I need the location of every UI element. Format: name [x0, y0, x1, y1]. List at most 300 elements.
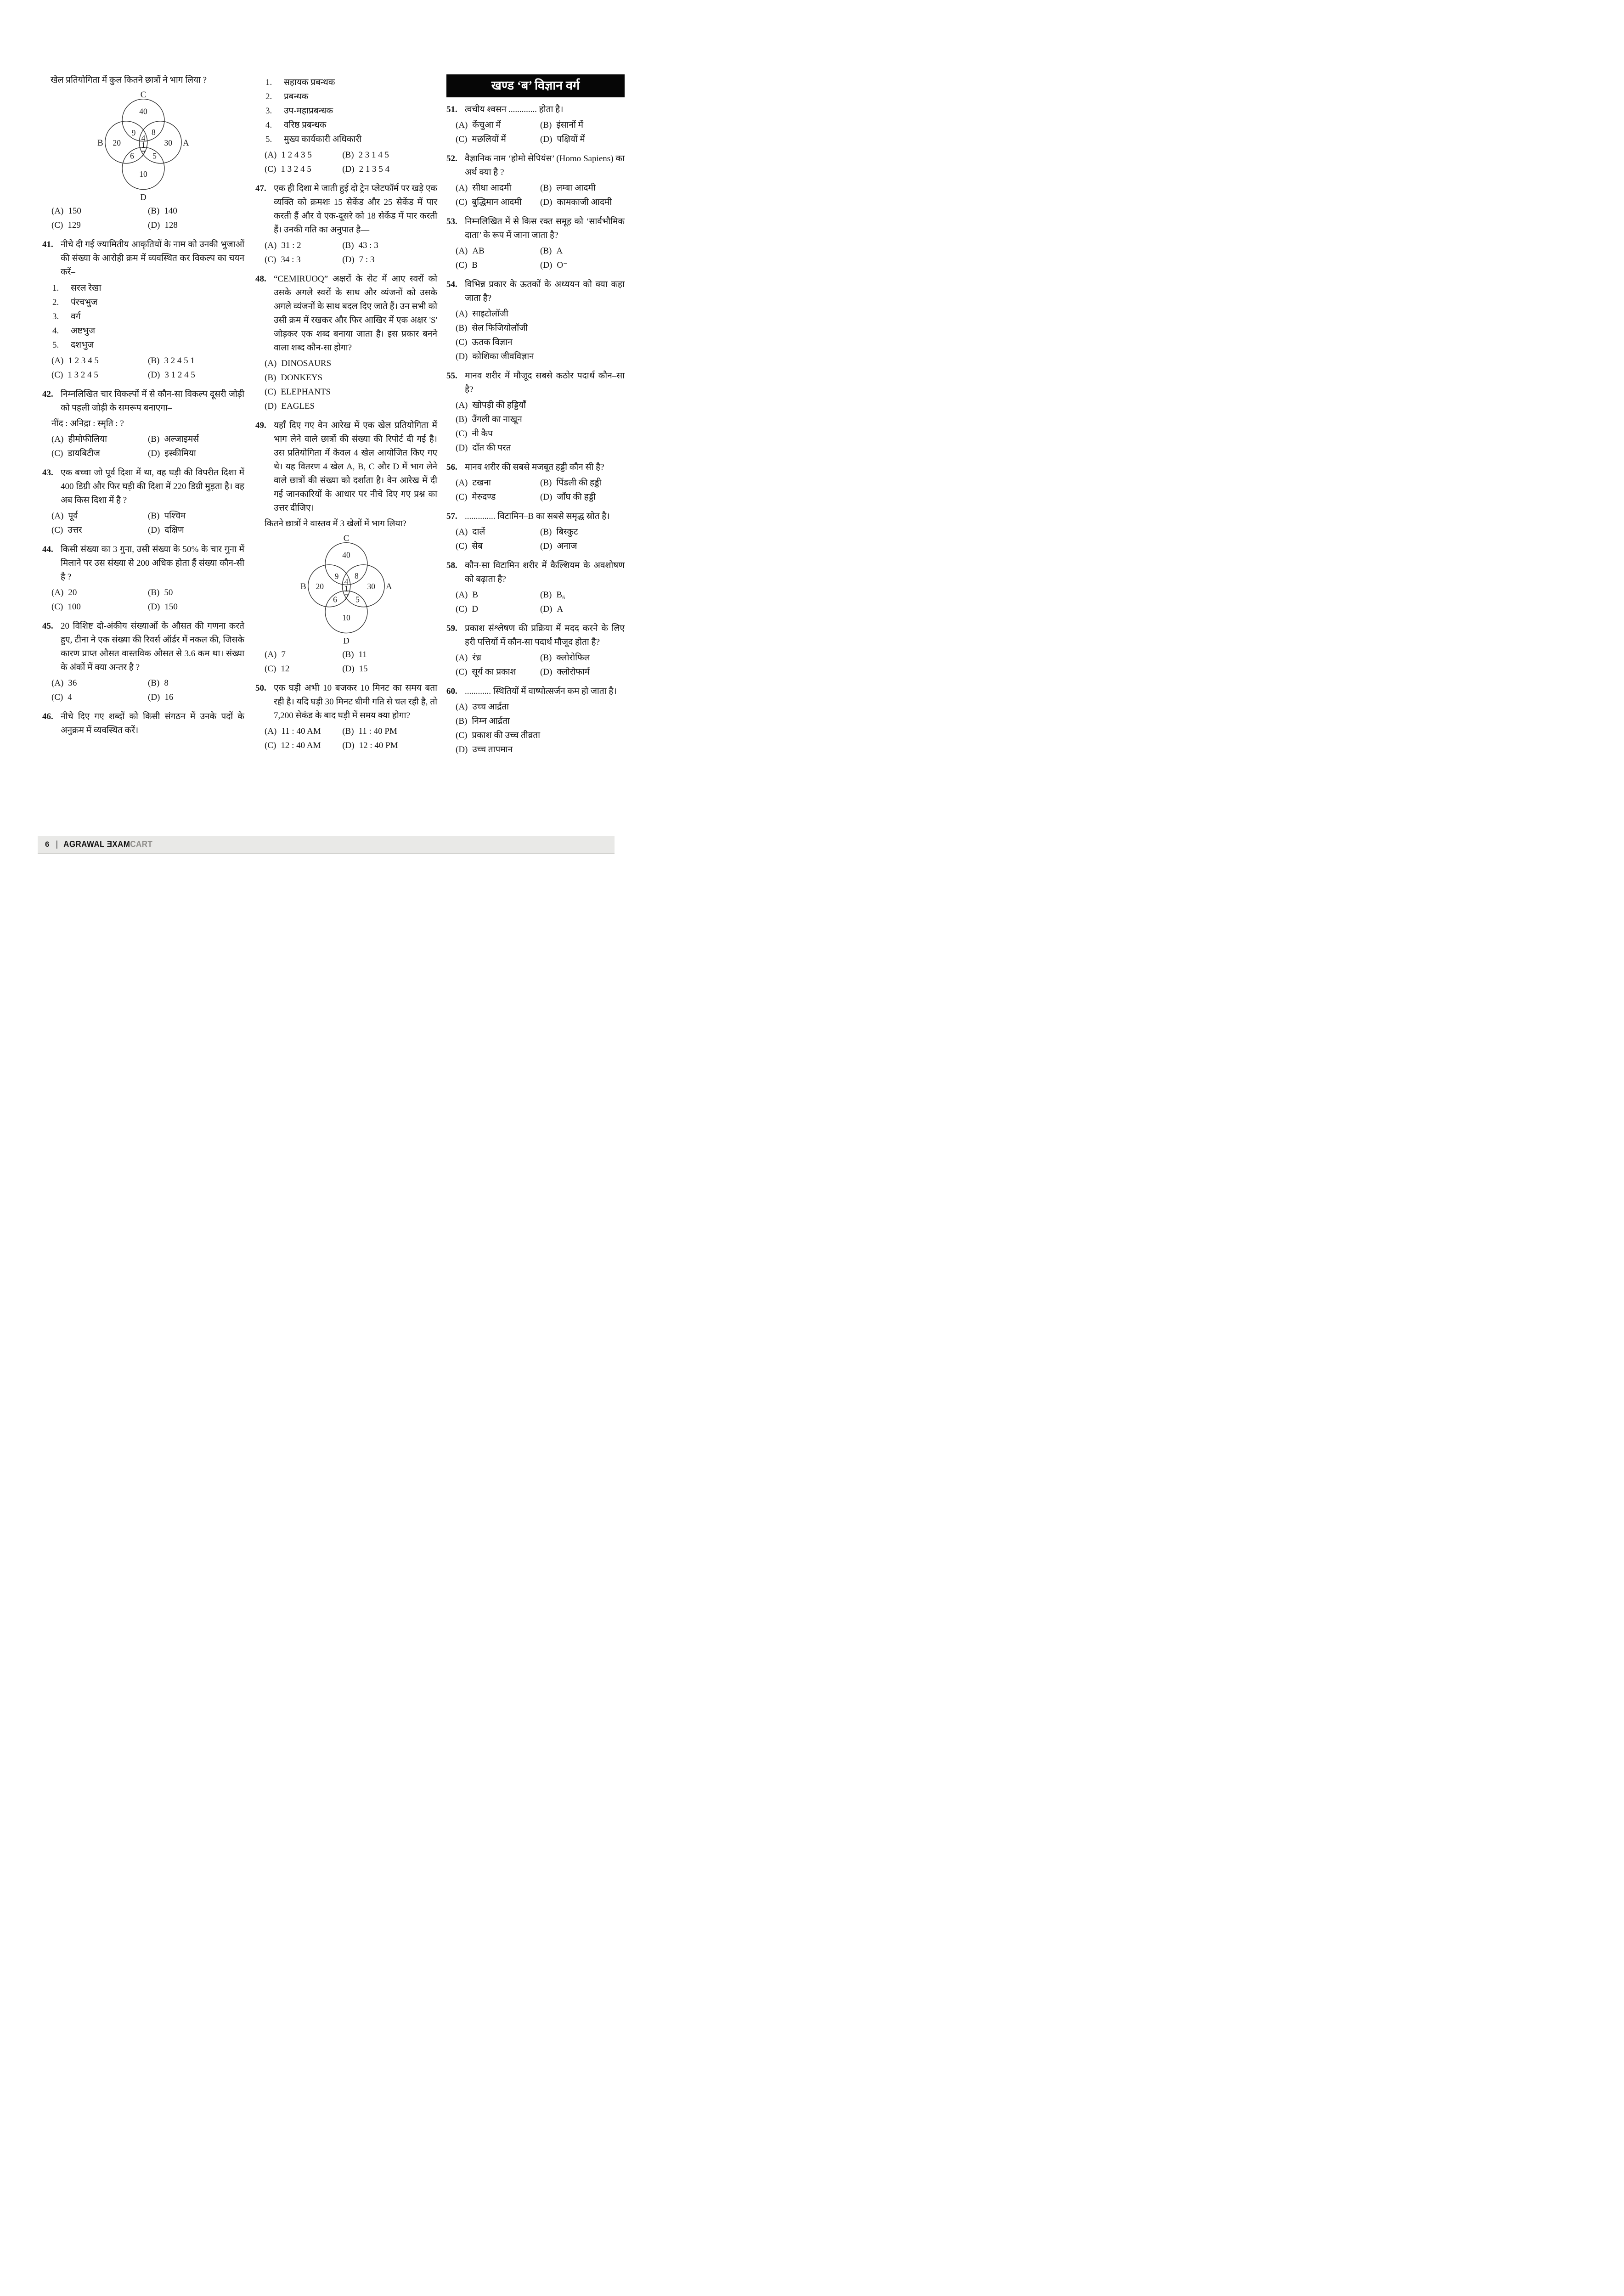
option	[148, 585, 244, 600]
options-list	[446, 700, 625, 757]
option-label: (B)	[148, 434, 160, 444]
option	[265, 148, 342, 162]
question-text: किसी संख्या का 3 गुना, उसी संख्या के 50% के चार गुना में मिलाने पर उस संख्या से 200 अधिक होता हैं संख्या कौन-सी है ?	[61, 545, 244, 582]
option-text: O⁻	[557, 260, 568, 270]
question-block	[255, 681, 437, 723]
venn-label-d: D	[343, 636, 350, 646]
option-label: (A)	[51, 434, 64, 444]
question-number: 56.	[446, 462, 457, 472]
option-label: (C)	[456, 541, 468, 551]
question-block	[446, 215, 625, 242]
option-text: ऊतक विज्ञान	[472, 338, 513, 347]
option	[51, 509, 148, 523]
option-label: (B)	[148, 588, 160, 597]
option	[51, 368, 148, 382]
option-text: क्लोरोफार्म	[557, 667, 590, 677]
option-text: 11 : 40 AM	[281, 726, 321, 736]
options-grid	[446, 476, 625, 504]
list-item-text: वर्ग	[71, 312, 81, 321]
question-block	[42, 710, 244, 737]
option-text: A	[557, 604, 564, 614]
list-item-text: दशभुज	[71, 340, 94, 350]
options-row	[42, 585, 244, 600]
option-label: (A)	[456, 183, 468, 193]
question-number: 45.	[42, 621, 53, 631]
options-row	[446, 181, 625, 195]
venn-value-a-only: 30	[164, 138, 172, 147]
ordered-list	[255, 75, 437, 146]
question-block	[42, 238, 244, 279]
options-row	[255, 148, 437, 162]
option-text: 7 : 3	[359, 255, 375, 264]
list-item-text: सरल रेखा	[71, 283, 102, 293]
option	[540, 118, 625, 132]
venn-label-c: C	[140, 90, 147, 100]
option-label: (B)	[342, 726, 354, 736]
venn-value-d-only: 10	[342, 613, 350, 622]
list-item	[42, 324, 244, 338]
question-text: विभिन्न प्रकार के ऊतकों के अध्ययन को क्या कहा जाता है?	[465, 280, 625, 303]
option-label: (A)	[51, 206, 64, 216]
question-text: एक ही दिशा मे जाती हुई दो ट्रेन प्लेटफॉर्म पर खड़े एक व्यक्ति को क्रमशः 15 सेकेंड और 25 सेकेंड में पार करती हैं और वे एक-दूसरे को 18 सेकेंड में पार करती हैं। उनकी गति का अनुपात है—	[274, 184, 437, 235]
options-grid	[42, 509, 244, 537]
option-text: 1 2 3 4 5	[68, 356, 99, 366]
option	[540, 490, 625, 504]
column-middle	[255, 73, 437, 757]
venn-label-a: A	[385, 581, 392, 591]
option-text: EAGLES	[281, 401, 315, 411]
option	[51, 218, 148, 232]
option-text: क्लोरोफिल	[556, 653, 590, 663]
options-row	[255, 647, 437, 662]
option-text: 12 : 40 PM	[359, 741, 398, 750]
venn-value-abd: 7	[141, 149, 146, 158]
option-text: अनाज	[557, 541, 577, 551]
option-text: पश्चिम	[164, 511, 186, 521]
options-row	[255, 238, 437, 253]
options-grid	[42, 432, 244, 461]
option-label: (A)	[265, 150, 277, 160]
question-block	[446, 510, 625, 523]
list-item-text: वरिष्ठ प्रबन्धक	[284, 120, 327, 130]
option-label: (A)	[51, 588, 64, 597]
options-row	[446, 651, 625, 665]
option-label: (C)	[265, 255, 276, 264]
option-text: उँगली का नाखून	[472, 415, 522, 424]
option-text: ELEPHANTS	[281, 387, 331, 397]
option	[51, 523, 148, 537]
option-text: प्रकाश की उच्च तीव्रता	[472, 731, 541, 740]
list-item-number: 2.	[52, 298, 59, 307]
option	[446, 307, 625, 321]
option-label: (D)	[265, 401, 277, 411]
option	[446, 700, 625, 714]
list-item	[42, 281, 244, 295]
option-text: इस्कीमिया	[164, 449, 196, 458]
option-label: (C)	[456, 604, 468, 614]
column-left	[42, 73, 244, 757]
option-text: 11 : 40 PM	[358, 726, 397, 736]
option-text: उत्तर	[68, 525, 82, 535]
options-row	[446, 602, 625, 616]
section-header	[446, 74, 625, 97]
option-text: DONKEYS	[281, 373, 323, 383]
options-row	[446, 490, 625, 504]
option-label: (C)	[456, 338, 468, 347]
option-text: मेरुदण्ड	[472, 492, 496, 502]
option-text: साइटोलॉजी	[472, 309, 508, 319]
question-block	[446, 559, 625, 586]
venn-value-ab: 1	[344, 584, 349, 593]
question-number: 48.	[255, 274, 266, 284]
list-item	[42, 338, 244, 352]
venn-value-abc: 4	[344, 577, 349, 586]
question-text: निम्नलिखित चार विकल्पों में से कौन-सा विकल्प दूसरी जोड़ी को पहली जोड़ी के समरूप बनाएगा–	[61, 389, 244, 413]
question-text: नीचे दिए गए शब्दों को किसी संगठन में उनके पदों के अनुक्रम में व्यवस्थित करें।	[61, 712, 244, 735]
option	[148, 354, 244, 368]
option-label: (C)	[265, 387, 276, 397]
option	[51, 585, 148, 600]
question-block	[42, 73, 244, 87]
venn-label-c: C	[343, 534, 350, 543]
option-label: (A)	[51, 511, 64, 521]
question-number: 54.	[446, 280, 457, 289]
option-text: खोपड़ी की हड्डियाँ	[472, 400, 526, 410]
option	[265, 238, 342, 253]
option-text: 2 3 1 4 5	[358, 150, 389, 160]
option	[456, 588, 540, 602]
list-item-text: अष्टभुज	[71, 326, 96, 336]
option	[456, 665, 540, 679]
options-row	[446, 195, 625, 209]
option-label: (B)	[540, 120, 552, 130]
option-label: (D)	[540, 541, 553, 551]
option	[456, 132, 540, 146]
option-text: B₆	[556, 590, 565, 600]
option	[540, 525, 625, 539]
options-grid	[42, 676, 244, 704]
options-row	[42, 690, 244, 704]
option	[540, 195, 625, 209]
question-number: 44.	[42, 545, 53, 554]
options-row	[42, 368, 244, 382]
options-row	[42, 432, 244, 446]
option-label: (B)	[456, 415, 468, 424]
option-label: (A)	[456, 702, 468, 712]
option-label: (C)	[51, 692, 63, 702]
option	[456, 195, 540, 209]
option-text: निम्न आर्द्रता	[472, 716, 510, 726]
question-block	[446, 685, 625, 698]
ordered-list	[42, 281, 244, 352]
option	[148, 523, 244, 537]
option-text: पूर्व	[68, 511, 78, 521]
option-text: 11	[358, 650, 367, 659]
page-footer	[38, 836, 615, 854]
option-text: केंचुआ में	[472, 120, 501, 130]
option-text: लम्बा आदमी	[556, 183, 596, 193]
column-right	[446, 73, 625, 757]
options-row	[446, 588, 625, 602]
question-number: 59.	[446, 624, 457, 633]
option	[456, 539, 540, 553]
options-row	[446, 118, 625, 132]
option	[540, 651, 625, 665]
question-text: त्वचीय श्वसन ............. होता है।	[465, 105, 564, 114]
venn-diagram	[298, 534, 395, 646]
list-item-text: प्रबन्धक	[284, 92, 309, 101]
question-number: 57.	[446, 512, 457, 521]
question-block	[255, 182, 437, 237]
option-label: (B)	[540, 183, 552, 193]
option-label: (B)	[342, 241, 354, 250]
option	[456, 602, 540, 616]
question-text: एक घड़ी अभी 10 बजकर 10 मिनट का समय बता रही है। यदि घड़ी 30 मिनट धीमी गति से चल रही है, तो 7,200 सेकंड के बाद घड़ी में समय क्या होगा?	[274, 683, 437, 720]
list-item	[255, 90, 437, 104]
venn-diagram	[95, 90, 192, 203]
option-text: 31 : 2	[281, 241, 301, 250]
option-text: दाँत की परत	[472, 443, 511, 453]
option-text: जाँघ की हड्डी	[557, 492, 596, 502]
option	[265, 662, 342, 676]
venn-diagram-svg	[298, 534, 395, 646]
question-block	[42, 619, 244, 675]
option	[446, 321, 625, 335]
option-text: उच्च आर्द्रता	[472, 702, 509, 712]
option	[456, 525, 540, 539]
option	[342, 148, 437, 162]
option	[446, 412, 625, 427]
option	[265, 738, 342, 753]
list-item	[42, 295, 244, 310]
list-item-text: उप-महाप्रबन्धक	[284, 106, 333, 116]
list-item	[255, 75, 437, 90]
options-grid	[42, 585, 244, 614]
option	[51, 690, 148, 704]
venn-value-bc: 9	[131, 128, 136, 137]
option-text: 12	[281, 664, 290, 674]
options-grid	[446, 118, 625, 146]
option-label: (B)	[148, 678, 160, 688]
venn-value-ac: 8	[354, 571, 359, 580]
option-label: (A)	[456, 400, 468, 410]
question-text: वैज्ञानिक नाम ‘होमो सेपियंस’ (Homo Sapiens) का अर्थ क्या है ?	[465, 154, 625, 177]
venn-value-bd: 6	[130, 151, 134, 161]
options-grid	[446, 181, 625, 209]
venn-value-a-only: 30	[367, 581, 375, 591]
option-label: (D)	[148, 449, 160, 458]
option-text: 4	[68, 692, 72, 702]
venn-label-b: B	[97, 138, 103, 148]
option-label: (B)	[540, 246, 552, 256]
option-text: 3 1 2 4 5	[164, 370, 195, 380]
option	[342, 253, 437, 267]
question-block	[255, 272, 437, 355]
option-label: (A)	[265, 241, 277, 250]
options-row	[446, 132, 625, 146]
question-number: 46.	[42, 712, 53, 721]
list-item-text: सहायक प्रबन्धक	[284, 78, 335, 87]
options-grid	[255, 148, 437, 176]
options-row	[42, 354, 244, 368]
venn-value-b-only: 20	[316, 581, 324, 591]
option	[255, 399, 437, 413]
option-text: 150	[68, 206, 81, 216]
question-text: नीचे दी गई ज्यामितीय आकृतियों के नाम को उनकी भुजाओं की संख्या के आरोही क्रम में व्यवस्थित कर विकल्प का चयन करें–	[61, 240, 244, 277]
option	[540, 539, 625, 553]
option-text: 20	[68, 588, 77, 597]
option	[342, 647, 437, 662]
option-text: 12 : 40 AM	[281, 741, 321, 750]
question-text: मानव शरीर में मौजूद सबसे कठोर पदार्थ कौन–सा है?	[465, 371, 625, 394]
options-row	[446, 539, 625, 553]
option-label: (C)	[456, 492, 468, 502]
option-label: (A)	[456, 246, 468, 256]
option	[342, 662, 437, 676]
option-label: (C)	[456, 197, 468, 207]
option	[148, 600, 244, 614]
option	[51, 676, 148, 690]
list-item-text: पंरचभुज	[71, 298, 98, 307]
option	[446, 743, 625, 757]
question-number: 52.	[446, 154, 457, 163]
brand-bold-text: AGRAWAL ƎXAM	[63, 839, 130, 849]
option	[51, 354, 148, 368]
options-grid	[42, 354, 244, 382]
list-item-number: 3.	[52, 312, 59, 321]
option	[148, 690, 244, 704]
option-text: 8	[164, 678, 169, 688]
option-text: 129	[68, 220, 81, 230]
list-item-number: 4.	[265, 120, 272, 130]
option-label: (A)	[51, 678, 64, 688]
option-text: 43 : 3	[358, 241, 378, 250]
option	[342, 738, 437, 753]
options-row	[42, 218, 244, 232]
option	[540, 132, 625, 146]
option-label: (C)	[265, 741, 276, 750]
options-row	[446, 258, 625, 272]
option	[51, 432, 148, 446]
question-number: 43.	[42, 468, 53, 478]
options-row	[255, 724, 437, 738]
option-text: सेब	[472, 541, 483, 551]
options-grid	[446, 651, 625, 679]
option-text: कोशिका जीवविज्ञान	[472, 352, 534, 361]
question-number: 47.	[255, 184, 266, 193]
brand-light-text: CART	[130, 839, 153, 849]
option-label: (D)	[456, 745, 468, 754]
options-list	[446, 398, 625, 455]
options-row	[446, 244, 625, 258]
option	[51, 204, 148, 218]
option-text: 34 : 3	[281, 255, 301, 264]
option-text: 1 3 2 4 5	[281, 164, 311, 174]
option-label: (D)	[456, 443, 468, 453]
option	[456, 118, 540, 132]
option	[148, 218, 244, 232]
option	[446, 398, 625, 412]
option	[540, 665, 625, 679]
venn-circle-a	[139, 121, 181, 163]
option	[265, 724, 342, 738]
option-label: (A)	[456, 527, 468, 537]
option	[540, 258, 625, 272]
options-row	[446, 525, 625, 539]
option-label: (D)	[540, 492, 553, 502]
list-item-number: 4.	[52, 326, 59, 336]
option-label: (C)	[456, 260, 468, 270]
list-item-text: मुख्य कार्यकारी अधिकारी	[284, 135, 362, 144]
question-text: 20 विशिष्ट दो-अंकीय संख्याओं के औसत की गणना करते हुए, टीना ने एक संख्या की रिवर्स ऑर्डर में नकल की, जिसके कारण प्राप्त औसत वास्तविक औसत से 3.6 कम था। संख्या के अंकों में क्या अन्तर है ?	[61, 621, 244, 672]
option	[446, 427, 625, 441]
question-text: एक बच्चा जो पूर्व दिशा में था, वह घड़ी की विपरीत दिशा में 400 डिग्री और फिर घड़ी की दिशा में 220 डिग्री मुड़ता है। वह अब किस दिशा में है ?	[61, 468, 244, 505]
option-text: 150	[164, 602, 178, 612]
list-item-number: 5.	[265, 135, 272, 144]
question-paragraph: कितने छात्रों ने वास्तव में 3 खेलों में भाग लिया?	[265, 519, 406, 529]
option-text: 100	[68, 602, 81, 612]
option-label: (B)	[456, 716, 468, 726]
option	[540, 244, 625, 258]
option-text: 140	[164, 206, 177, 216]
option-label: (B)	[540, 590, 552, 600]
options-row	[255, 662, 437, 676]
question-text: प्रकाश संश्लेषण की प्रक्रिया में मदद करने के लिए हरी पत्तियों में कौन-सा पदार्थ मौजूद होता है?	[465, 624, 625, 647]
list-item	[255, 118, 437, 132]
option-text: सेल फिजियोलॉजी	[472, 323, 528, 333]
option	[446, 441, 625, 455]
option	[255, 385, 437, 399]
question-text: यहाँ दिए गए वेन आरेख में एक खेल प्रतियोगिता में भाग लेने वाले छात्रों की संख्या की रिपोर्ट दी गई है। उस प्रतियोगिता में केवल 4 खेल आयोजित किए गए थे। यह वितरण 4 खेल A, B, C और D में भाग लेने वाले छात्रों की संख्या को दर्शाता है। वेन आरेख में दी गई जानकारियों के आधार पर नीचे दिए गए प्रश्न का उत्तर दीजिए।	[274, 421, 437, 513]
option-text: नी कैप	[472, 429, 493, 439]
list-item-number: 1.	[52, 283, 59, 293]
option-text: 50	[164, 588, 173, 597]
option	[265, 162, 342, 176]
option-label: (C)	[456, 731, 468, 740]
option	[456, 476, 540, 490]
option-label: (D)	[148, 525, 160, 535]
list-item	[255, 104, 437, 118]
option-label: (C)	[51, 449, 63, 458]
question-number: 51.	[446, 105, 457, 114]
options-row	[42, 676, 244, 690]
option-text: 1 2 4 3 5	[281, 150, 312, 160]
question-block	[446, 152, 625, 180]
option-text: मछलियों में	[472, 135, 506, 144]
option-text: बुद्धिमान आदमी	[472, 197, 522, 207]
option-text: AB	[472, 246, 485, 256]
option-text: 15	[359, 664, 368, 674]
question-text: निम्नलिखित में से किस रक्त समूह को ‘सार्वभौमिक दाता’ के रूप में जाना जाता है?	[465, 217, 625, 240]
option-label: (B)	[342, 650, 354, 659]
option	[148, 509, 244, 523]
options-grid	[446, 588, 625, 616]
venn-value-d-only: 10	[139, 169, 147, 179]
option-text: DINOSAURS	[281, 359, 332, 368]
options-list	[255, 356, 437, 413]
question-number: 42.	[42, 389, 53, 399]
option-label: (A)	[265, 650, 277, 659]
option-text: पक्षियों में	[557, 135, 585, 144]
option-text: डायबिटीज	[68, 449, 100, 458]
option-text: दालें	[472, 527, 485, 537]
options-grid	[255, 238, 437, 267]
question-text: कौन-सा विटामिन शरीर में कैल्शियम के अवशोषण को बढ़ाता है?	[465, 561, 625, 584]
question-block	[42, 543, 244, 584]
option-text: कामकाजी आदमी	[557, 197, 612, 207]
option-label: (B)	[265, 373, 276, 383]
option-text: उच्च तापमान	[472, 745, 513, 754]
